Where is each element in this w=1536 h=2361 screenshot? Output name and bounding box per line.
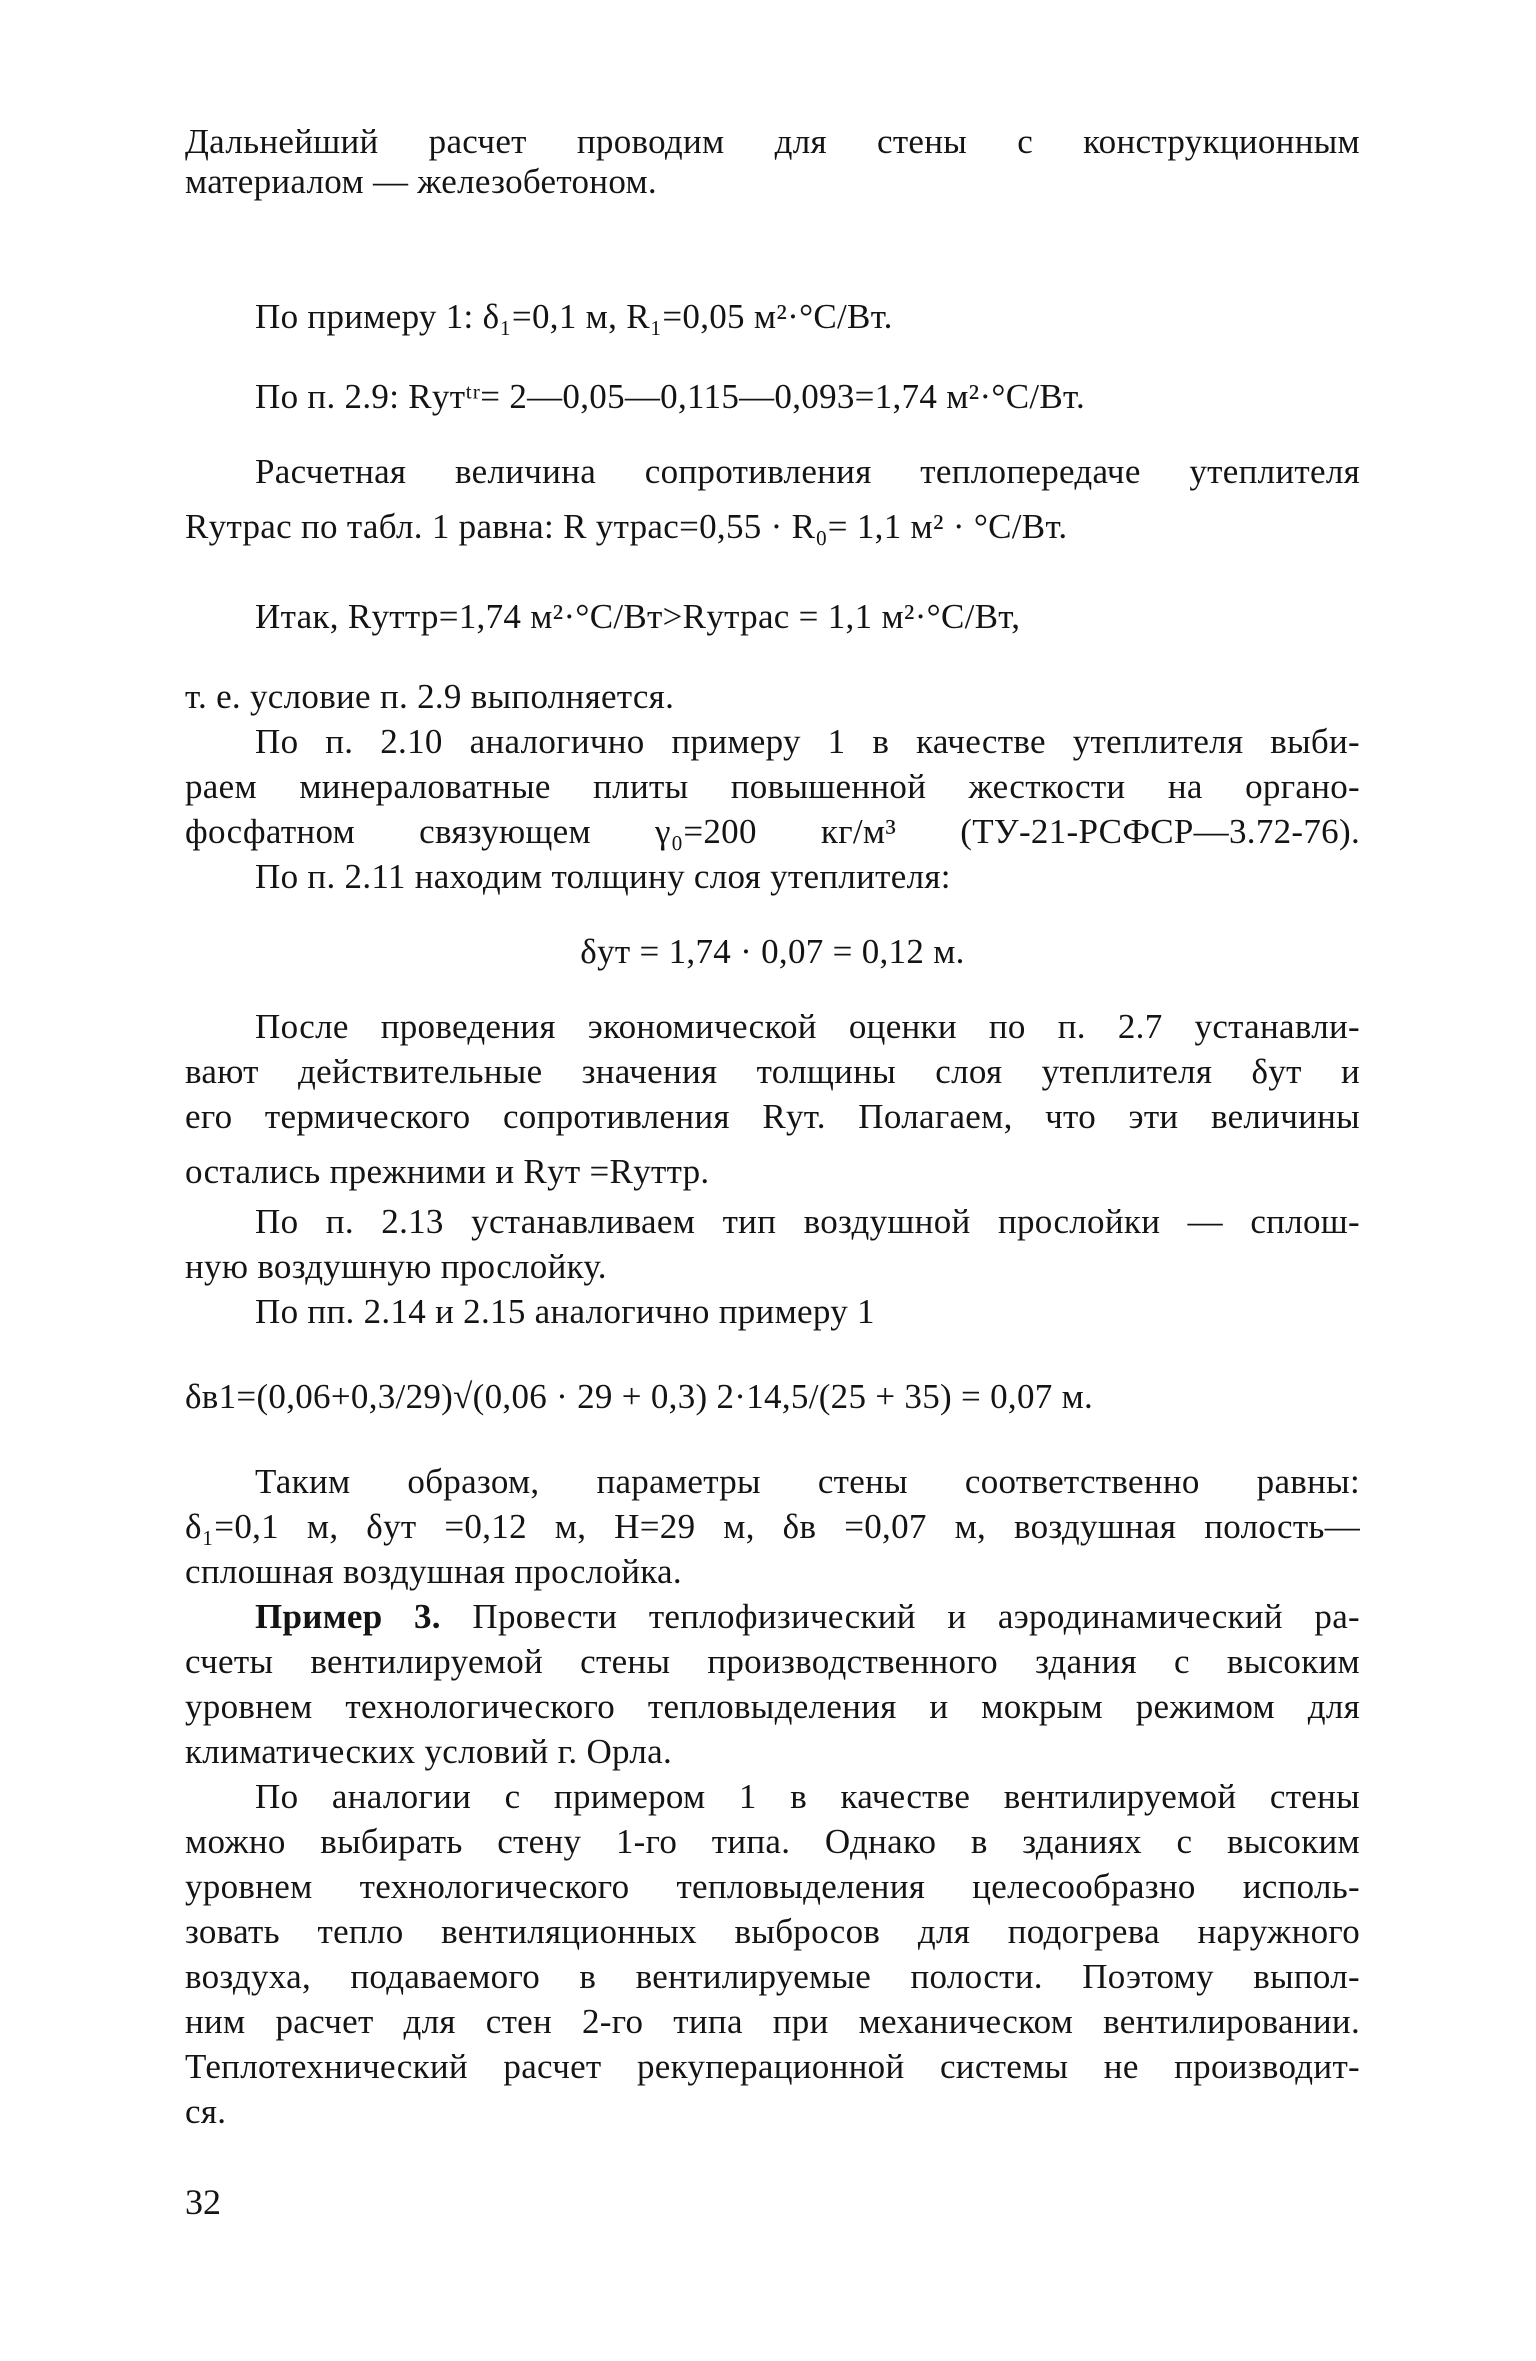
text-line: Таким образом, параметры стены соответственно равны: [255,1462,1360,1501]
text-line: Расчетная величина сопротивления теплопередаче утеплителя [255,452,1360,491]
text-line: ним расчет для стен 2-го типа при механическом вентилировании. [185,2002,1360,2041]
formula-line: Итак, Rуттр=1,74 м²·°С/Вт>Rутрас = 1,1 м²·°С/Вт, [255,597,1021,636]
text-line: остались прежними и Rут =Rуттр. [185,1152,710,1191]
text-line: т. е. условие п. 2.9 выполняется. [185,677,675,716]
text-line: климатических условий г. Орла. [185,1732,673,1771]
text-line: По п. 2.10 аналогично примеру 1 в качестве утеплителя выби- [255,722,1360,761]
text-line: ся. [185,2092,227,2131]
text-line: фосфатном связующем γ₀=200 кг/м³ (ТУ-21-РСФСР—3.72-76). [185,812,1360,851]
text-line: Дальнейший расчет проводим для стены с конструкционным [185,122,1360,161]
formula-line: δут = 1,74 · 0,07 = 0,12 м. [580,932,965,971]
text-line: воздуха, подаваемого в вентилируемые полости. Поэтому выпол- [185,1957,1360,1996]
text-line: ную воздушную прослойку. [185,1247,607,1286]
text-line: сплошная воздушная прослойка. [185,1552,682,1591]
text-line: материалом — железобетоном. [185,162,657,201]
text-line: По примеру 1: δ₁=0,1 м, R₁=0,05 м²·°С/Вт. [255,297,893,336]
text-line: можно выбирать стену 1-го типа. Однако в зданиях с высоким [185,1822,1360,1861]
formula-line: δв1=(0,06+0,3/29)√(0,06 · 29 + 0,3) 2·14,5/(25 + 35) = 0,07 м. [185,1377,1094,1416]
formula-line: Rутрас по табл. 1 равна: R утрас=0,55 · R₀= 1,1 м² · °С/Вт. [185,507,1068,546]
text-line: Теплотехнический расчет рекуперационной системы не производит- [185,2047,1360,2086]
text-line: зовать тепло вентиляционных выбросов для подогрева наружного [185,1912,1360,1951]
text-line: раем минераловатные плиты повышенной жесткости на органо- [185,767,1360,806]
text-line: вают действительные значения толщины слоя утеплителя δут и [185,1052,1360,1091]
text-line: δ₁=0,1 м, δут =0,12 м, H=29 м, δв =0,07 м, воздушная полость— [185,1507,1360,1546]
text-line: уровнем технологического тепловыделения и мокрым режимом для [185,1687,1360,1726]
page-number: 32 [185,2182,221,2222]
text-line: счеты вентилируемой стены производственного здания с высоким [185,1642,1360,1681]
formula-line: По п. 2.9: Rутᵗʳ= 2—0,05—0,115—0,093=1,74 м²·°С/Вт. [255,377,1086,416]
example-heading: Пример 3. [255,1597,441,1636]
text-line: По пп. 2.14 и 2.15 аналогично примеру 1 [255,1292,875,1331]
text-line: По п. 2.13 устанавливаем тип воздушной прослойки — сплош- [255,1202,1360,1241]
text-line: уровнем технологического тепловыделения целесообразно исполь- [185,1867,1360,1906]
text-line: По аналогии с примером 1 в качестве вентилируемой стены [255,1777,1360,1816]
text-line: Пример 3. Провести теплофизический и аэродинамический ра- [255,1597,1360,1636]
text-line: По п. 2.11 находим толщину слоя утеплителя: [255,857,951,896]
text-line: его термического сопротивления Rут. Полагаем, что эти величины [185,1097,1360,1136]
text-line: После проведения экономической оценки по п. 2.7 устанавли- [255,1007,1360,1046]
